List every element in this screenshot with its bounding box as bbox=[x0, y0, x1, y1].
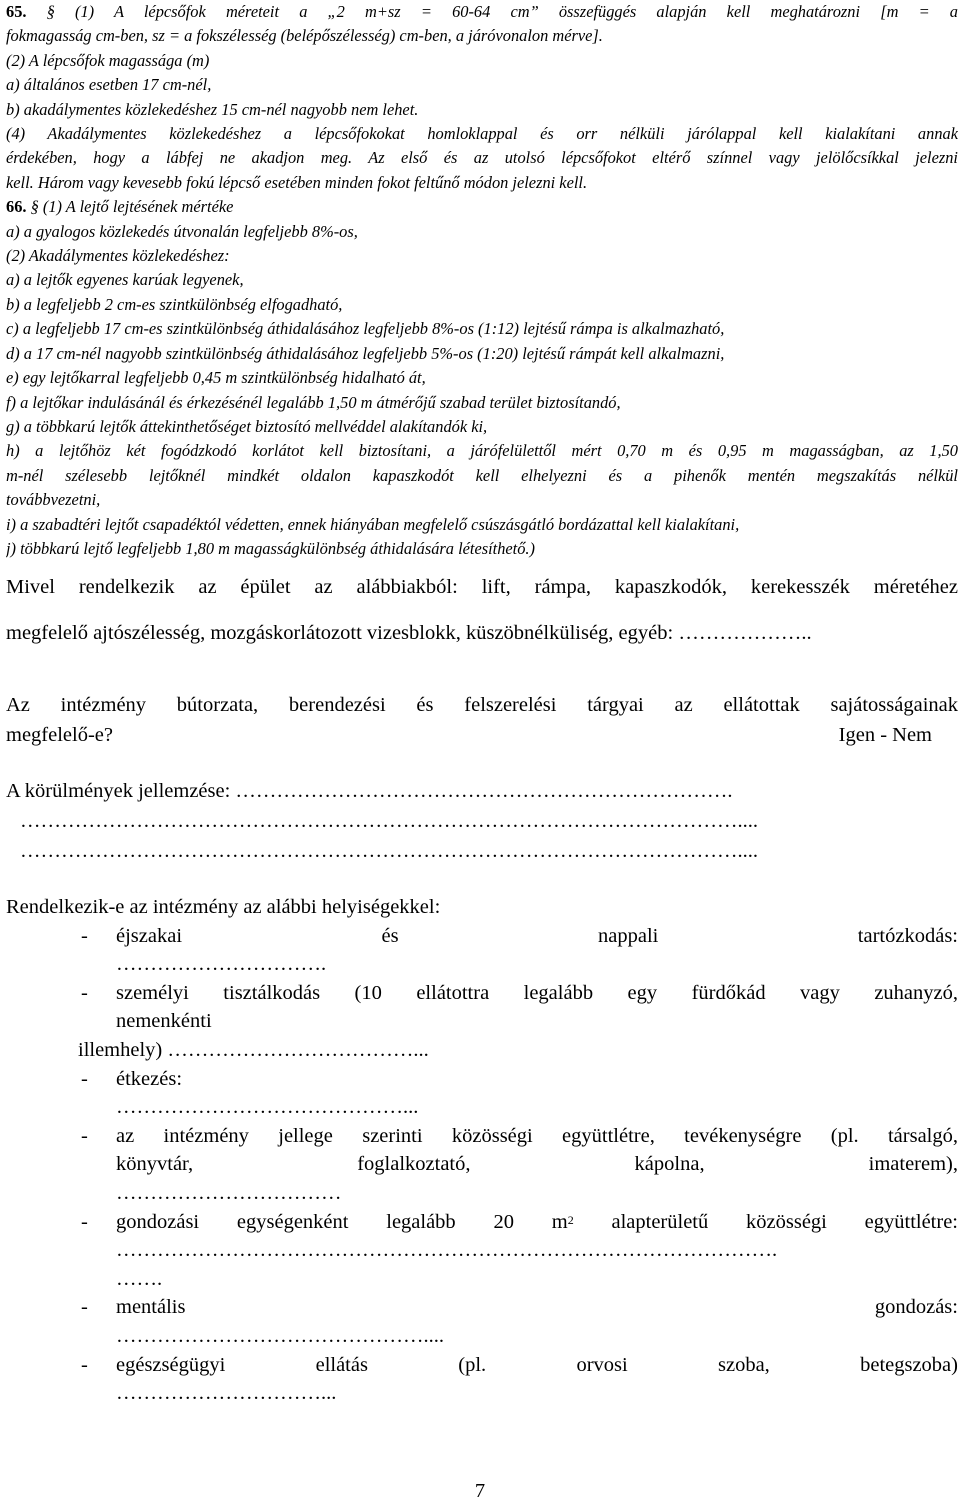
legal-line: c) a legfeljebb 17 cm-es szintkülönbség áthidalásához legfeljebb 8%-os (1:12) lejtésű rámpa is alkalmazható, bbox=[6, 319, 725, 339]
list-item bbox=[6, 1065, 958, 1094]
legal-excerpt bbox=[6, 0, 958, 561]
list-dash: - bbox=[81, 1353, 88, 1376]
question-line bbox=[6, 720, 958, 750]
answer-line[interactable]: A körülmények jellemzése: ………………………………………………………………. bbox=[6, 780, 733, 802]
question-conditions bbox=[6, 776, 958, 866]
question-text: megfelelő-e? bbox=[6, 724, 113, 746]
item-text: az intézmény jellege szerinti közösségi együttlétre, tevékenységre (pl. társalgó, bbox=[116, 1124, 958, 1147]
item-text: egészségügyi ellátás (pl. orvosi szoba, betegszoba) bbox=[116, 1353, 958, 1376]
question-furniture bbox=[6, 690, 958, 750]
answer-line[interactable]: …………………………………………………………………………………………….... bbox=[20, 840, 758, 862]
item-text: alapterületű közösségi együttlétre: bbox=[573, 1210, 958, 1233]
legal-line bbox=[6, 0, 958, 24]
legal-line: (2) A lépcsőfok magassága (m) bbox=[6, 50, 210, 70]
answer-line[interactable]: ……. bbox=[116, 1267, 163, 1290]
answer-line[interactable]: …………………………... bbox=[116, 1382, 337, 1405]
list-item bbox=[6, 922, 958, 951]
legal-line: g) a többkarú lejtők áttekinthetőséget biztosító mellvéddel alakítandók ki, bbox=[6, 416, 488, 436]
legal-line: j) többkarú lejtő legfeljebb 1,80 m magasságkülönbség áthidalására létesíthető.) bbox=[6, 538, 535, 558]
answer-line[interactable]: ……………………………………... bbox=[116, 1096, 419, 1119]
item-text: gondozási egységenként legalább 20 m bbox=[116, 1210, 568, 1233]
answer-line[interactable]: …………………………………………………………………………………………….... bbox=[20, 810, 758, 832]
legal-line: a) általános esetben 17 cm-nél, bbox=[6, 75, 212, 95]
question-rooms bbox=[6, 893, 958, 1408]
question-heading: Rendelkezik-e az intézmény az alábbi helyiségekkel: bbox=[6, 896, 441, 918]
list-item bbox=[6, 1208, 958, 1237]
legal-line: (2) Akadálymentes közlekedéshez: bbox=[6, 246, 230, 266]
legal-line: a) a lejtők egyenes karúak legyenek, bbox=[6, 270, 244, 290]
legal-line bbox=[6, 195, 958, 219]
yes-no-answer[interactable]: Igen - Nem bbox=[838, 724, 932, 746]
item-text: nemenkénti bbox=[116, 1010, 212, 1033]
answer-line[interactable]: ……………………………………….... bbox=[116, 1324, 444, 1347]
list-dash: - bbox=[81, 1124, 88, 1147]
page-number: 7 bbox=[474, 1480, 486, 1502]
list-item bbox=[6, 1351, 958, 1380]
item-text: könyvtár, foglalkoztató, kápolna, imaterem), bbox=[116, 1153, 958, 1176]
question-line: megfelelő ajtószélesség, mozgáskorlátozott vizesblokk, küszöbnélküliség, egyéb: ……………….. bbox=[6, 622, 812, 644]
legal-line: b) akadálymentes közlekedéshez 15 cm-nél nagyobb nem lehet. bbox=[6, 99, 419, 119]
list-dash: - bbox=[81, 1067, 88, 1090]
legal-line: kell. Három vagy kevesebb fokú lépcső esetében minden fokot feltűnő módon jelezni kell. bbox=[6, 172, 588, 192]
list-item bbox=[6, 1293, 958, 1322]
list-dash: - bbox=[81, 924, 88, 947]
legal-text: (1) A lejtő lejtésének mértéke bbox=[38, 197, 234, 217]
section-number: 66. bbox=[6, 197, 27, 217]
legal-text: (1) A lépcsőfok méreteit a „2 m+sz = 60-64 cm” összefüggés alapján kell meghatározni [m = a bbox=[54, 2, 958, 21]
list-dash: - bbox=[81, 1296, 88, 1319]
answer-line[interactable]: …………………………. bbox=[116, 953, 327, 976]
question-line: Az intézmény bútorzata, berendezési és felszerelési tárgyai az ellátottak sajátosságainak bbox=[6, 694, 958, 716]
legal-line: d) a 17 cm-nél nagyobb szintkülönbség áthidalásához legfeljebb 5%-os (1:20) lejtésű rámpát kell alkalmazni, bbox=[6, 343, 725, 363]
answer-line[interactable]: ……………………………………………………………………………………. bbox=[116, 1239, 778, 1262]
legal-line: h) a lejtőhöz két fogódzkodó korlátot kell biztosítani, a járófelülettől mért 0,70 m és 0,95 m magasságban, az 1,50 bbox=[6, 441, 958, 461]
question-facilities-cont bbox=[6, 622, 958, 645]
legal-line: a) a gyalogos közlekedés útvonalán legfeljebb 8%-os, bbox=[6, 221, 358, 241]
legal-line: fokmagasság cm-ben, sz = a fokszélesség (belépőszélesség) cm-ben, a járóvonalon mérve]. bbox=[6, 26, 603, 46]
item-text: mentális gondozás: bbox=[116, 1296, 958, 1319]
item-text: személyi tisztálkodás (10 ellátottra legalább egy fürdőkád vagy zuhanyzó, bbox=[116, 981, 958, 1004]
section-sign: § bbox=[26, 2, 55, 21]
answer-line[interactable]: illemhely) ………………………………... bbox=[78, 1038, 429, 1061]
legal-line: érdekében, hogy a lábfej ne akadjon meg. Az első és az utolsó lépcsőfokot eltérő színnel vagy jelölőcsíkkal jelezni bbox=[6, 148, 958, 168]
legal-line: i) a szabadtéri lejtőt csapadéktól védetten, ennek hiányában megfelelő csúszásgátló bordázattal kell kialakítani, bbox=[6, 514, 740, 534]
section-number: 65. bbox=[6, 2, 27, 21]
legal-line: e) egy lejtőkarral legfeljebb 0,45 m szintkülönbség hidalható át, bbox=[6, 368, 426, 388]
question-line: Mivel rendelkezik az épület az alábbiakból: lift, rámpa, kapaszkodók, kerekesszék méretéhez bbox=[6, 576, 958, 598]
legal-line: m-nél szélesebb lejtőknél mindkét oldalon kapaszkodót kell elhelyezni és a pihenők mentén megszakítás nélkül bbox=[6, 465, 958, 485]
legal-line: b) a legfeljebb 2 cm-es szintkülönbség elfogadható, bbox=[6, 294, 343, 314]
legal-line: továbbvezetni, bbox=[6, 490, 101, 510]
question-facilities bbox=[6, 576, 958, 599]
list-item bbox=[6, 979, 958, 1008]
superscript: 2 bbox=[567, 1212, 574, 1227]
list-dash: - bbox=[81, 981, 88, 1004]
item-text: étkezés: bbox=[116, 1067, 183, 1090]
list-dash: - bbox=[81, 1210, 88, 1233]
legal-line: (4) Akadálymentes közlekedéshez a lépcsőfokokat homloklappal és orr nélküli járólappal kell kialakítani annak bbox=[6, 124, 958, 144]
section-sign: § bbox=[26, 197, 39, 217]
list-item bbox=[6, 1122, 958, 1151]
answer-line[interactable]: …………………………… bbox=[116, 1181, 342, 1204]
item-text: éjszakai és nappali tartózkodás: bbox=[116, 924, 958, 947]
legal-line: f) a lejtőkar indulásánál és érkezésénél legalább 1,50 m átmérőjű szabad terület biztosítandó, bbox=[6, 392, 621, 412]
